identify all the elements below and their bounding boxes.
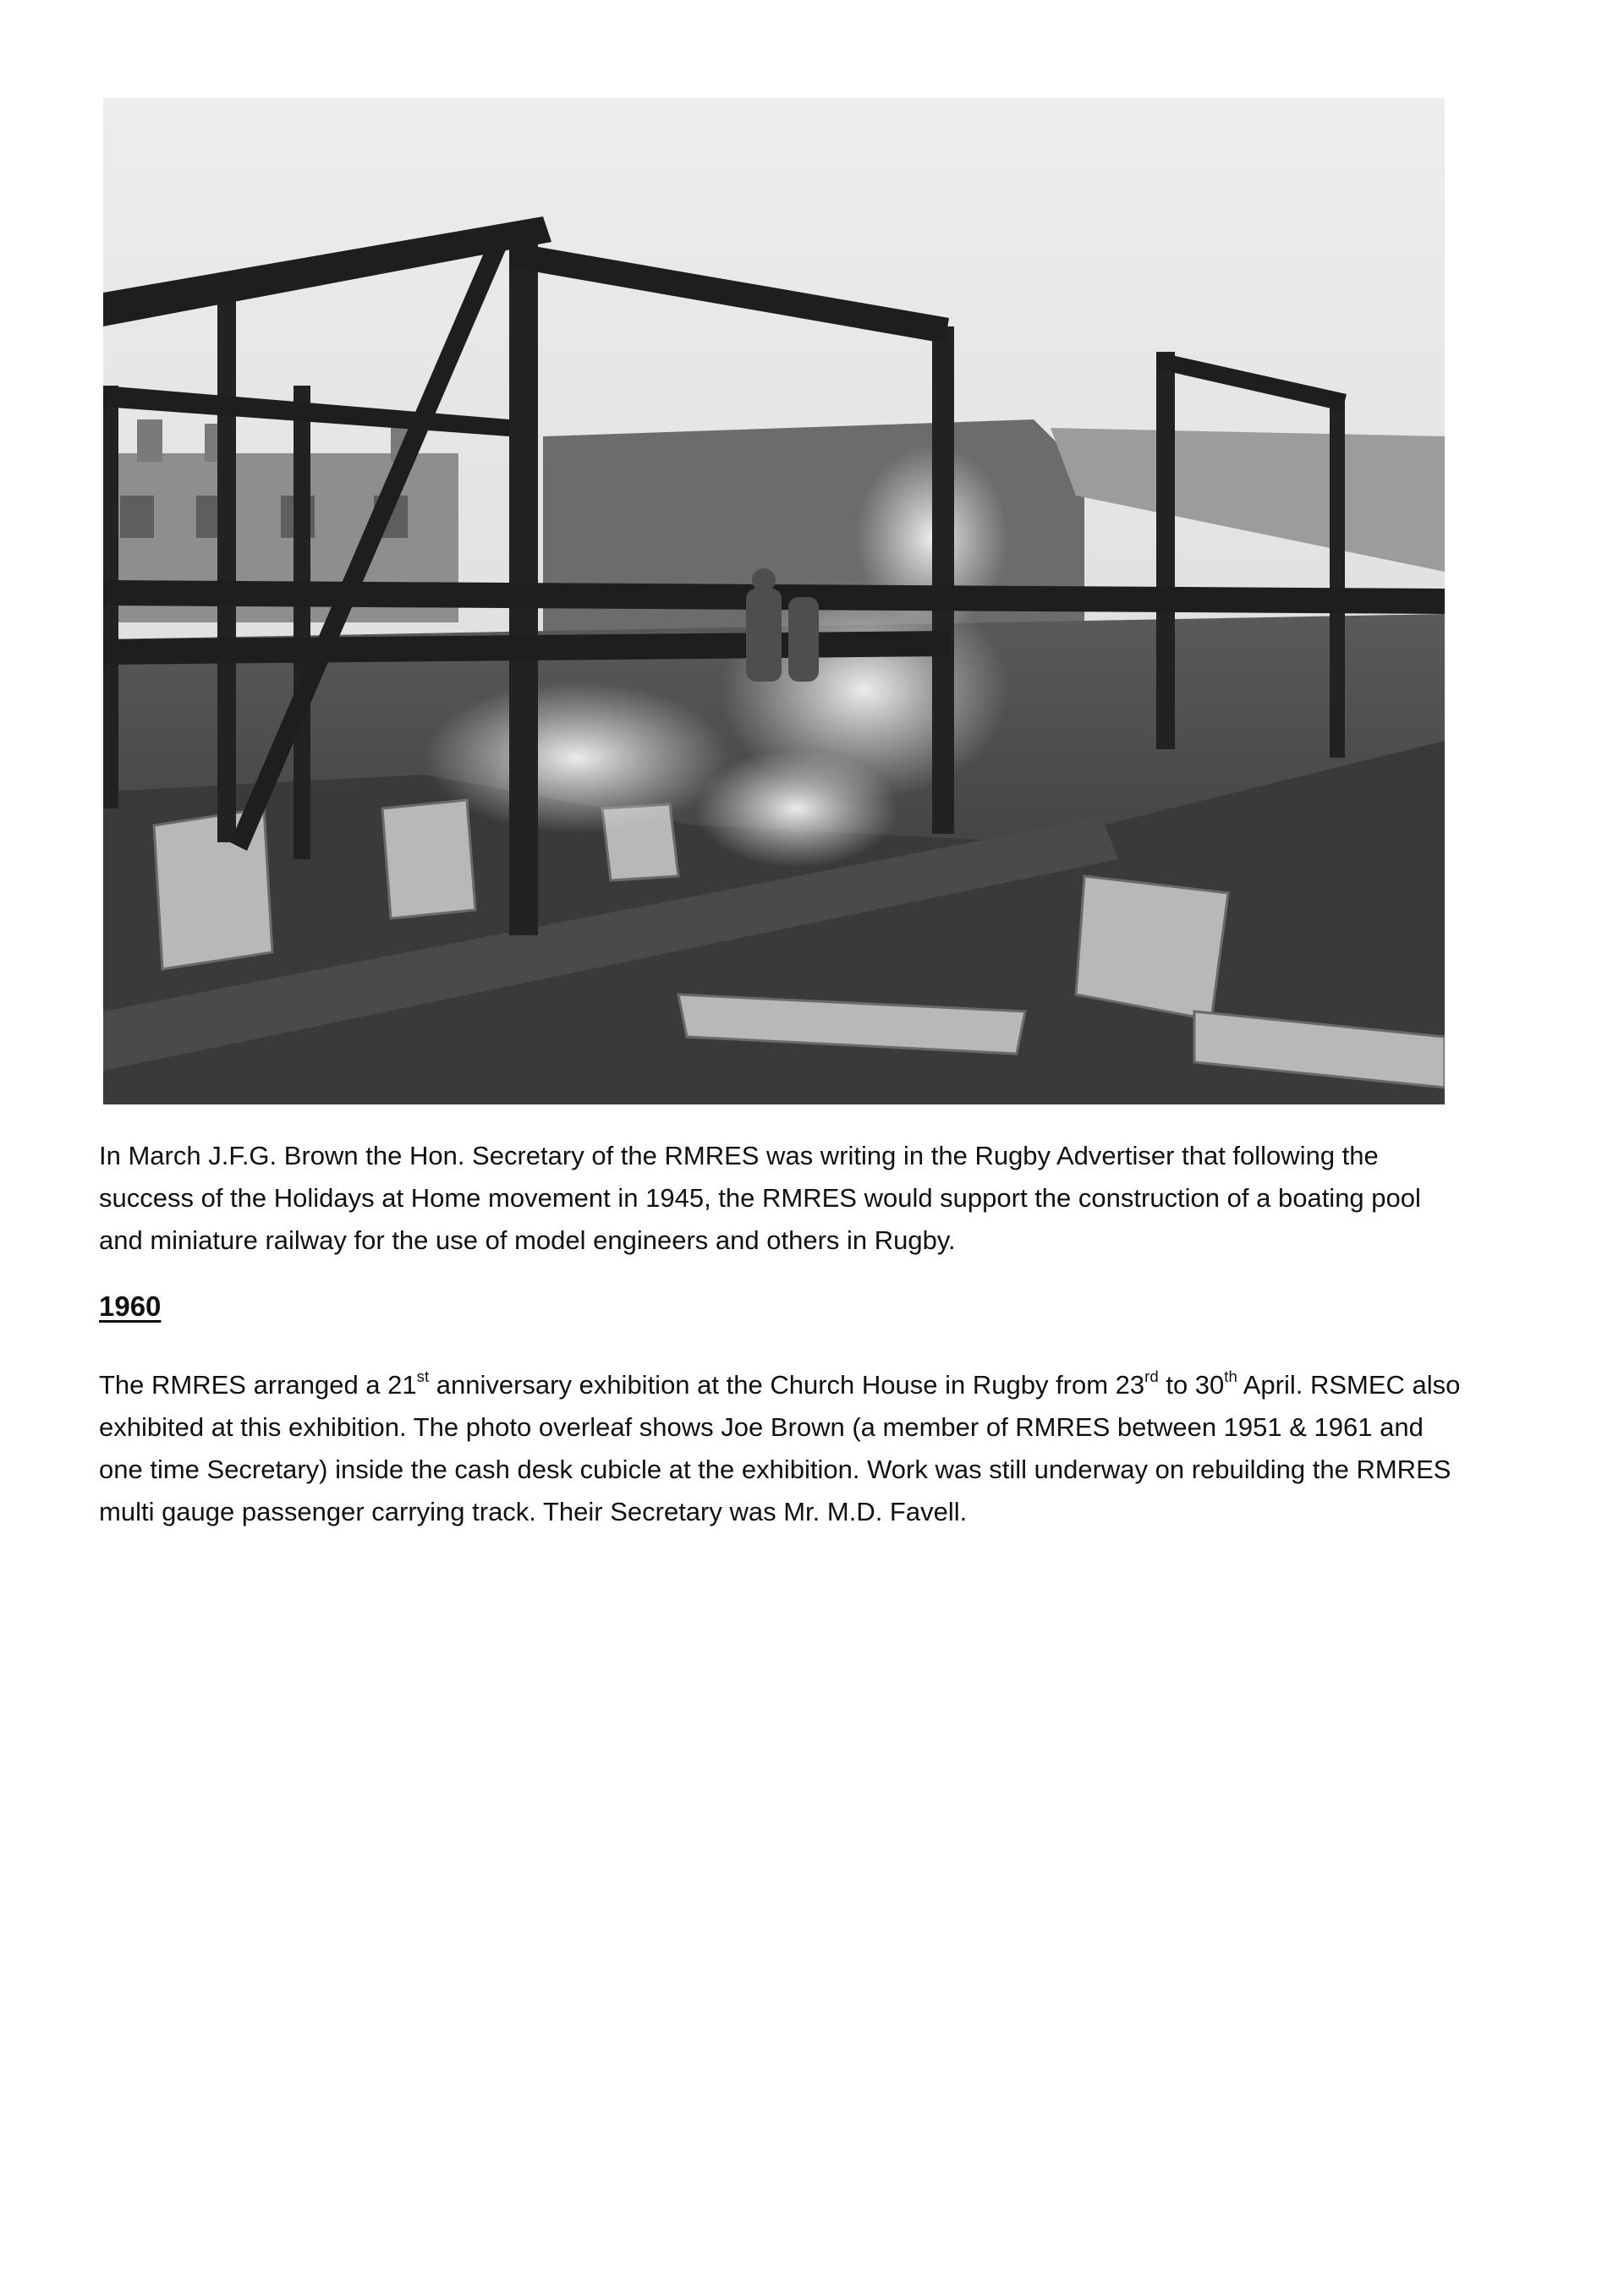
ordinal-suffix: st bbox=[416, 1367, 430, 1386]
ordinal-suffix: th bbox=[1224, 1367, 1237, 1386]
text-run: The RMRES arranged a 21 bbox=[99, 1370, 417, 1400]
paragraph-line: exhibited at this exhibition. The photo overleaf shows Joe Brown (a member of RMRES between 1951 & 1961 and bbox=[99, 1412, 1424, 1442]
paragraph-line: and miniature railway for the use of model engineers and others in Rugby. bbox=[99, 1225, 956, 1255]
paragraph-line: In March J.F.G. Brown the Hon. Secretary of the RMRES was writing in the Rugby Advertiser that following the bbox=[99, 1141, 1379, 1170]
paragraph-1960-exhibition bbox=[99, 1364, 1545, 1533]
text-run: anniversary exhibition at the Church House in Rugby from 23 bbox=[429, 1370, 1145, 1400]
section-heading-1960: 1960 bbox=[99, 1290, 162, 1322]
fire-damage-photo bbox=[103, 98, 1445, 1104]
paragraph-line: one time Secretary) inside the cash desk cubicle at the exhibition. Work was still underway on rebuilding the RMRES bbox=[99, 1455, 1451, 1484]
paragraph-line: success of the Holidays at Home movement in 1945, the RMRES would support the construction of a boating pool bbox=[99, 1183, 1421, 1213]
paragraph-1945-boating-pool bbox=[99, 1135, 1545, 1262]
paragraph-line-with-superscripts bbox=[99, 1364, 1545, 1406]
ordinal-suffix: rd bbox=[1144, 1367, 1159, 1386]
text-run: April. RSMEC also bbox=[1237, 1370, 1461, 1400]
paragraph-line: multi gauge passenger carrying track. Their Secretary was Mr. M.D. Favell. bbox=[99, 1497, 968, 1526]
burnt-building-image bbox=[103, 98, 1445, 1104]
text-run: to 30 bbox=[1158, 1370, 1225, 1400]
